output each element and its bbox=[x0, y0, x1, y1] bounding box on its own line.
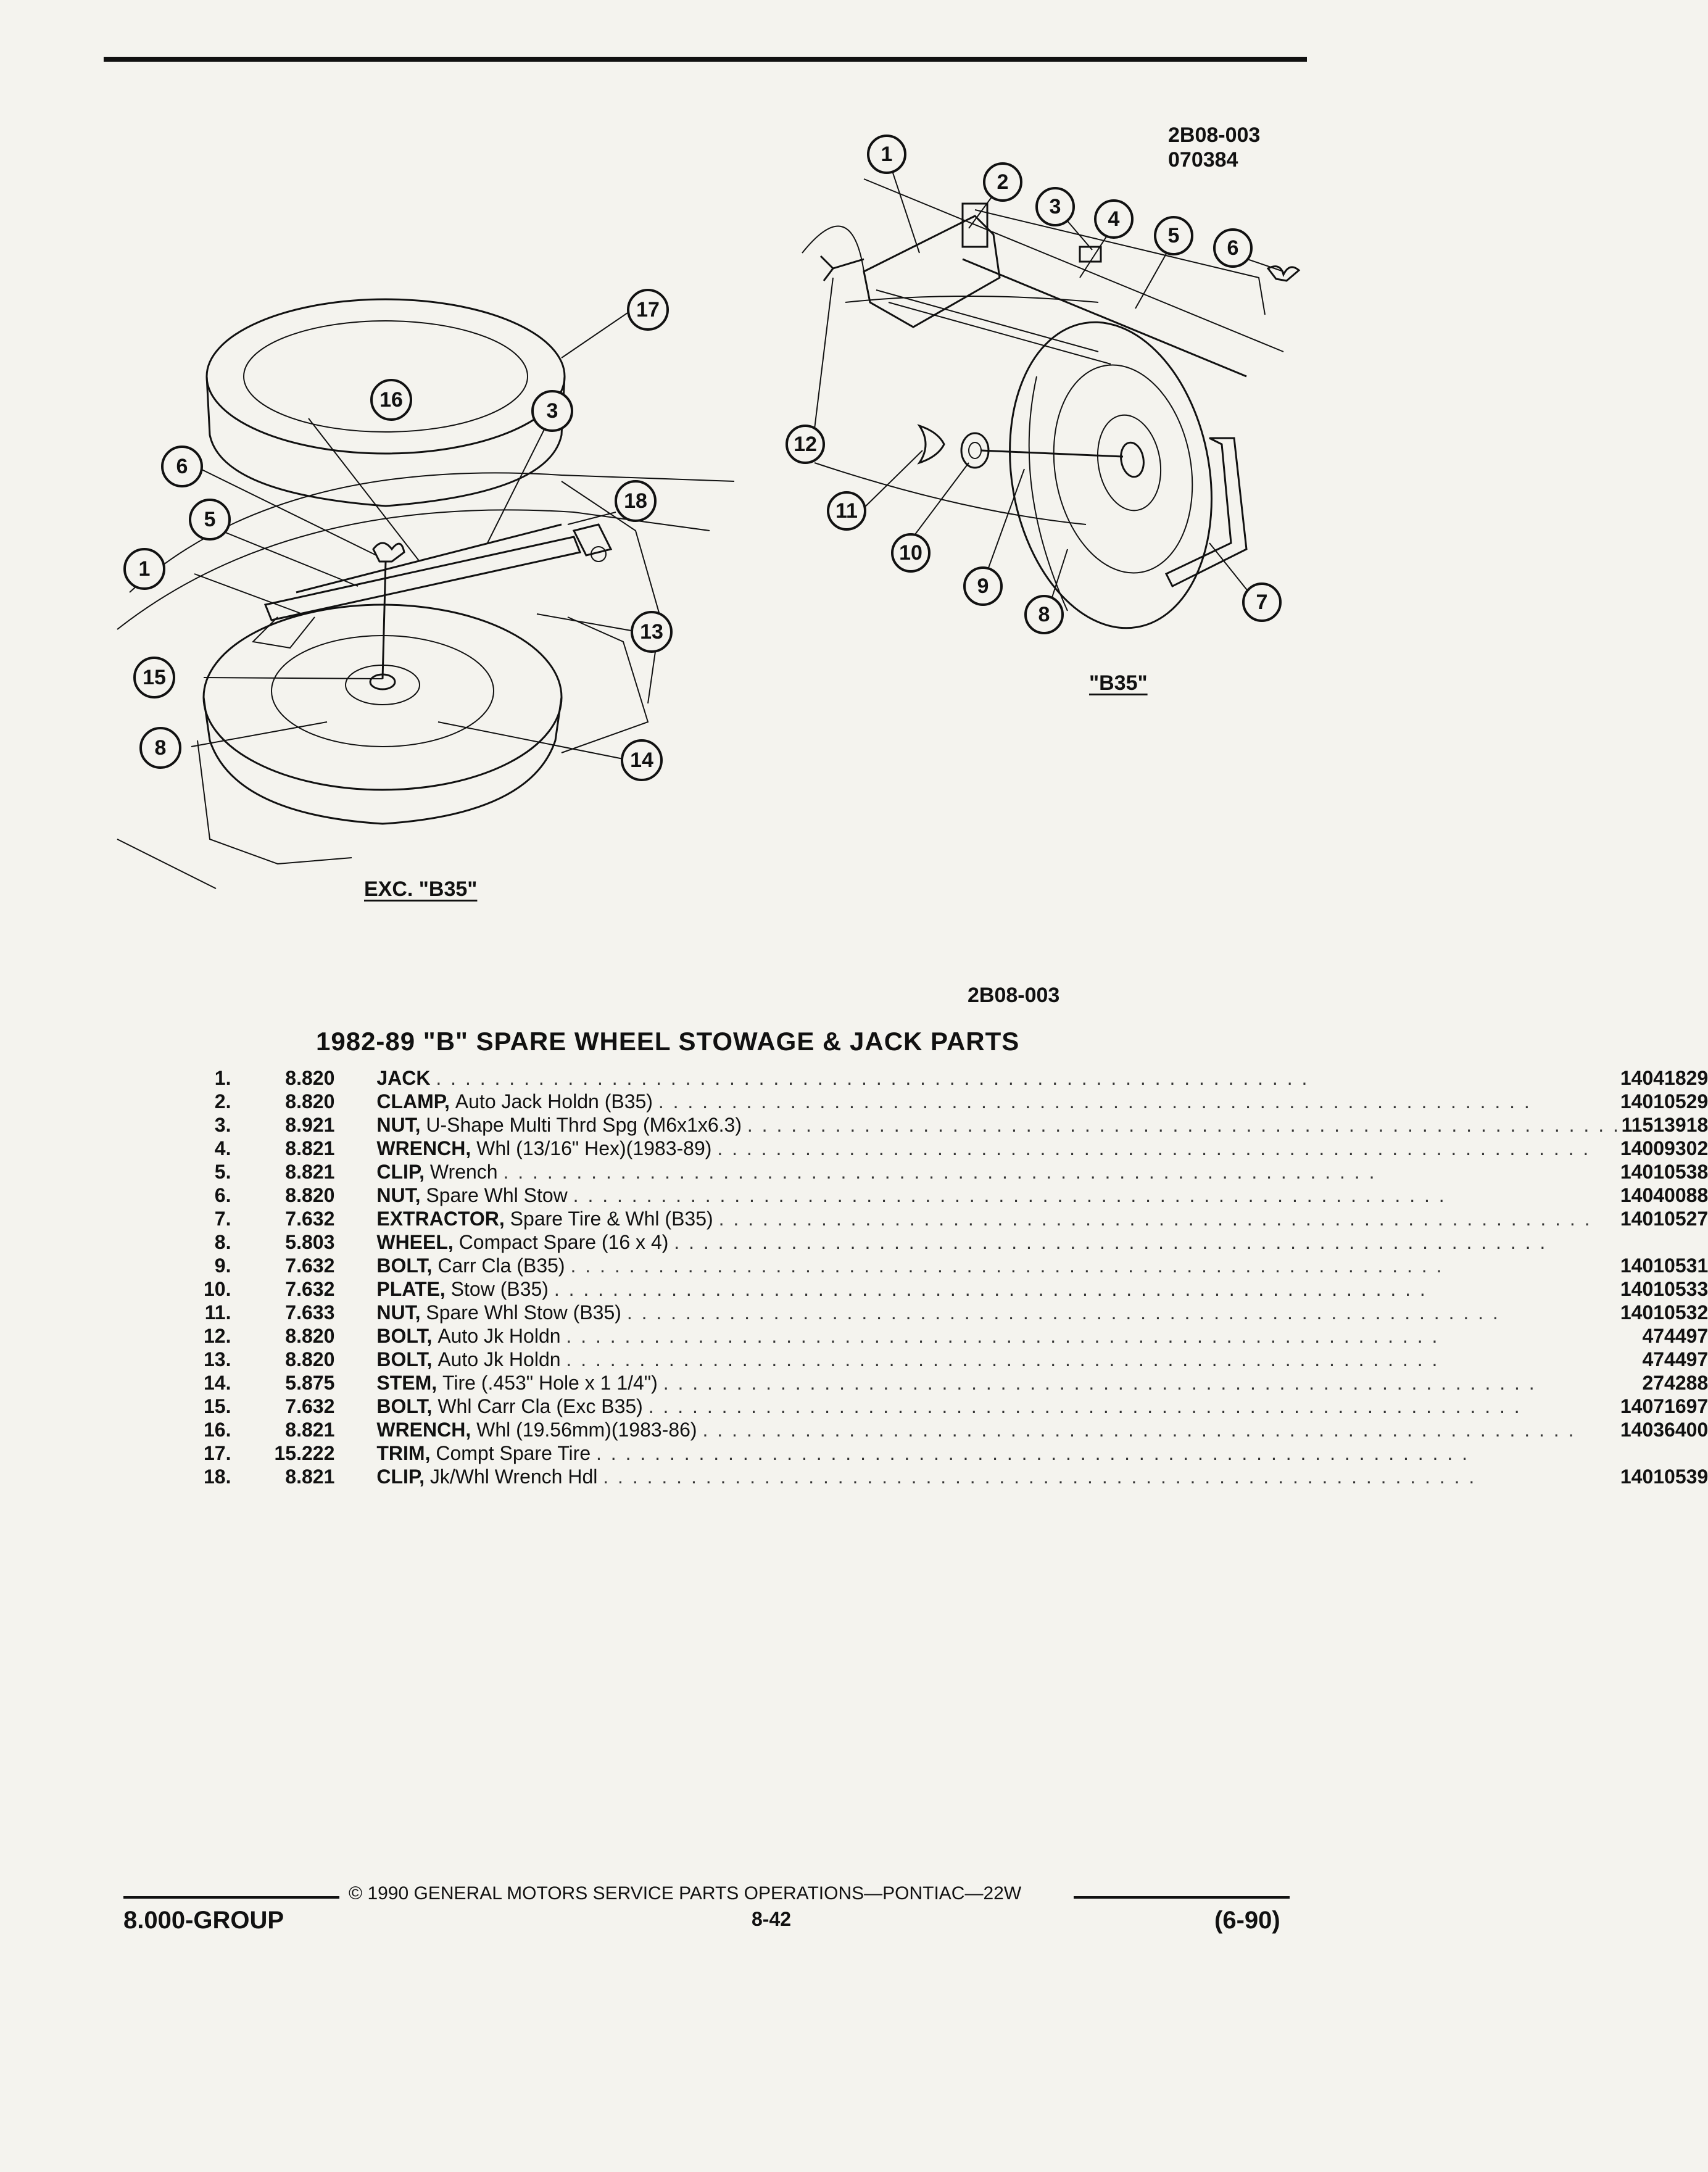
callout-14 bbox=[622, 740, 661, 780]
part-number: 14010539 bbox=[1620, 1465, 1708, 1488]
part-detail: Whl (19.56mm)(1983-86) bbox=[476, 1419, 697, 1441]
item-number: 18. bbox=[204, 1465, 231, 1488]
part-detail: Spare Tire & Whl (B35) bbox=[510, 1208, 713, 1230]
part-name: WRENCH, bbox=[376, 1137, 471, 1159]
callout-16 bbox=[371, 380, 411, 420]
table-row bbox=[204, 1395, 1708, 1418]
callout-5-b35 bbox=[1155, 217, 1192, 254]
svg-text:8: 8 bbox=[1038, 603, 1050, 626]
item-number: 11. bbox=[204, 1301, 231, 1324]
item-number: 7. bbox=[214, 1208, 231, 1230]
part-description bbox=[376, 1465, 1620, 1488]
illustration-b35 bbox=[777, 117, 1327, 660]
group-number: 5.875 bbox=[285, 1372, 335, 1394]
part-name: BOLT, bbox=[376, 1395, 433, 1417]
svg-text:5: 5 bbox=[204, 508, 216, 531]
part-detail: Tire (.453" Hole x 1 1/4") bbox=[442, 1372, 658, 1394]
leader-dots: . . . . . . . . . . . . . . . . . . . . . . . . . . . . . . . . . . . . . . . . . . . . . . . . . . . . . . . . . . . . bbox=[566, 1348, 1440, 1370]
figure-ref-2: 070384 bbox=[1168, 148, 1238, 172]
part-detail: Compact Spare (16 x 4) bbox=[458, 1231, 669, 1253]
callout-8-b35 bbox=[1026, 596, 1063, 633]
svg-text:2: 2 bbox=[997, 170, 1009, 194]
table-row bbox=[204, 1183, 1708, 1207]
part-number bbox=[1620, 1441, 1708, 1465]
leader-dots: . . . . . . . . . . . . . . . . . . . . . . . . . . . . . . . . . . . . . . . . . . . . . . . . . . . . . . . . . . . . bbox=[436, 1067, 1309, 1089]
part-number: 14071697 bbox=[1620, 1395, 1708, 1417]
part-name: CLIP, bbox=[376, 1161, 425, 1183]
group-number: 8.820 bbox=[285, 1325, 335, 1347]
group-number: 7.632 bbox=[285, 1278, 335, 1300]
part-description bbox=[376, 1418, 1620, 1441]
table-row bbox=[204, 1348, 1708, 1371]
table-row bbox=[204, 1137, 1708, 1160]
parts-table bbox=[204, 1066, 1708, 1488]
group-number: 8.921 bbox=[285, 1114, 335, 1136]
part-name: PLATE, bbox=[376, 1278, 446, 1300]
part-name: STEM, bbox=[376, 1372, 437, 1394]
svg-text:9: 9 bbox=[977, 574, 989, 598]
part-description bbox=[376, 1160, 1620, 1183]
view-label-exc-b35: EXC. "B35" bbox=[364, 877, 478, 901]
table-row bbox=[204, 1277, 1708, 1301]
callout-7-b35 bbox=[1243, 584, 1280, 621]
item-number: 9. bbox=[214, 1254, 231, 1277]
item-number: 15. bbox=[204, 1395, 231, 1417]
svg-text:1: 1 bbox=[138, 557, 151, 581]
group-number: 8.820 bbox=[285, 1184, 335, 1206]
part-name: CLIP, bbox=[376, 1465, 425, 1488]
leader-dots: . . . . . . . . . . . . . . . . . . . . . . . . . . . . . . . . . . . . . . . . . . . . . . . . . . . . . . . . . . . . bbox=[747, 1114, 1620, 1136]
part-name: NUT, bbox=[376, 1114, 421, 1136]
group-number: 8.820 bbox=[285, 1090, 335, 1113]
callout-18 bbox=[616, 481, 655, 521]
footer-rule-left bbox=[123, 1896, 339, 1899]
svg-text:18: 18 bbox=[624, 489, 647, 513]
group-number: 8.821 bbox=[285, 1465, 335, 1488]
part-description bbox=[376, 1395, 1620, 1418]
callout-10-b35 bbox=[892, 534, 929, 571]
part-name: NUT, bbox=[376, 1184, 421, 1206]
callout-4-b35 bbox=[1095, 201, 1132, 238]
item-number: 2. bbox=[214, 1090, 231, 1113]
group-number: 7.632 bbox=[285, 1208, 335, 1230]
group-number: 8.821 bbox=[285, 1161, 335, 1183]
part-number: 14010527 bbox=[1620, 1208, 1708, 1230]
group-number: 7.633 bbox=[285, 1301, 335, 1324]
item-number: 4. bbox=[214, 1137, 231, 1159]
svg-text:3: 3 bbox=[1049, 195, 1061, 218]
item-number: 6. bbox=[214, 1184, 231, 1206]
svg-text:3: 3 bbox=[546, 399, 558, 423]
part-description bbox=[376, 1090, 1620, 1113]
part-number: 474497 bbox=[1642, 1325, 1708, 1347]
svg-text:1: 1 bbox=[881, 143, 893, 166]
part-detail: Jk/Whl Wrench Hdl bbox=[429, 1465, 598, 1488]
callout-5 bbox=[190, 500, 230, 539]
svg-text:12: 12 bbox=[794, 433, 817, 456]
svg-text:16: 16 bbox=[379, 388, 403, 412]
figure-ref-1: 2B08-003 bbox=[1168, 123, 1261, 147]
callout-3 bbox=[533, 391, 572, 431]
part-name: BOLT, bbox=[376, 1254, 433, 1277]
footer-group: 8.000-GROUP bbox=[123, 1907, 284, 1934]
footer-rule-right bbox=[1074, 1896, 1290, 1899]
part-description bbox=[376, 1441, 1620, 1465]
part-number: 14010532 bbox=[1620, 1301, 1708, 1324]
part-name: JACK bbox=[376, 1067, 431, 1089]
callout-8 bbox=[141, 728, 180, 768]
view-label-b35: "B35" bbox=[1089, 671, 1148, 695]
table-row bbox=[204, 1066, 1708, 1090]
table-row bbox=[204, 1324, 1708, 1348]
item-number: 14. bbox=[204, 1372, 231, 1394]
item-number: 10. bbox=[204, 1278, 231, 1300]
part-detail: Auto Jk Holdn bbox=[437, 1348, 561, 1370]
group-number: 8.820 bbox=[285, 1067, 335, 1089]
table-ref: 2B08-003 bbox=[968, 984, 1060, 1007]
leader-dots: . . . . . . . . . . . . . . . . . . . . . . . . . . . . . . . . . . . . . . . . . . . . . . . . . . . . . . . . . . . . bbox=[626, 1301, 1500, 1324]
part-detail: Stow (B35) bbox=[450, 1278, 549, 1300]
page-title: 1982-89 "B" SPARE WHEEL STOWAGE & JACK PARTS bbox=[316, 1027, 1020, 1056]
part-detail: Auto Jack Holdn (B35) bbox=[455, 1090, 653, 1113]
part-description bbox=[376, 1113, 1620, 1137]
footer-copyright: © 1990 GENERAL MOTORS SERVICE PARTS OPERATIONS—PONTIAC—22W bbox=[349, 1883, 1022, 1904]
part-name: BOLT, bbox=[376, 1325, 433, 1347]
svg-text:6: 6 bbox=[176, 455, 188, 478]
svg-text:14: 14 bbox=[630, 748, 653, 772]
part-description bbox=[376, 1277, 1620, 1301]
illustration-exc-b35 bbox=[93, 272, 802, 889]
leader-dots: . . . . . . . . . . . . . . . . . . . . . . . . . . . . . . . . . . . . . . . . . . . . . . . . . . . . . . . . . . . . bbox=[648, 1395, 1522, 1417]
footer-date: (6-90) bbox=[1214, 1907, 1280, 1934]
item-number: 12. bbox=[204, 1325, 231, 1347]
table-row bbox=[204, 1230, 1708, 1254]
svg-text:15: 15 bbox=[143, 666, 166, 689]
leader-dots: . . . . . . . . . . . . . . . . . . . . . . . . . . . . . . . . . . . . . . . . . . . . . . . . . . . . . . . . . . . . bbox=[503, 1161, 1377, 1183]
group-number: 5.803 bbox=[285, 1231, 335, 1253]
table-row bbox=[204, 1113, 1708, 1137]
part-description bbox=[376, 1254, 1620, 1277]
group-number: 7.632 bbox=[285, 1395, 335, 1417]
callout-12-b35 bbox=[787, 426, 824, 463]
group-number: 8.820 bbox=[285, 1348, 335, 1370]
leader-dots: . . . . . . . . . . . . . . . . . . . . . . . . . . . . . . . . . . . . . . . . . . . . . . . . . . . . . . . . . . . . bbox=[553, 1278, 1427, 1300]
top-rule bbox=[104, 57, 1307, 62]
part-number: 14009302 bbox=[1620, 1137, 1708, 1159]
part-description bbox=[376, 1348, 1620, 1371]
item-number: 16. bbox=[204, 1419, 231, 1441]
svg-text:4: 4 bbox=[1108, 207, 1120, 231]
part-description bbox=[376, 1207, 1620, 1230]
group-number: 15.222 bbox=[274, 1442, 335, 1464]
part-number: 474497 bbox=[1642, 1348, 1708, 1370]
leader-dots: . . . . . . . . . . . . . . . . . . . . . . . . . . . . . . . . . . . . . . . . . . . . . . . . . . . . . . . . . . . . bbox=[663, 1372, 1536, 1394]
part-number: 14010529 bbox=[1620, 1090, 1708, 1113]
part-detail: Auto Jk Holdn bbox=[437, 1325, 561, 1347]
group-number: 8.821 bbox=[285, 1137, 335, 1159]
part-description bbox=[376, 1183, 1620, 1207]
part-name: TRIM, bbox=[376, 1442, 431, 1464]
part-description bbox=[376, 1324, 1620, 1348]
leader-dots: . . . . . . . . . . . . . . . . . . . . . . . . . . . . . . . . . . . . . . . . . . . . . . . . . . . . . . . . . . . . bbox=[674, 1231, 1548, 1253]
leader-dots: . . . . . . . . . . . . . . . . . . . . . . . . . . . . . . . . . . . . . . . . . . . . . . . . . . . . . . . . . . . . bbox=[566, 1325, 1440, 1347]
callout-1-b35 bbox=[868, 136, 905, 173]
callout-15 bbox=[135, 658, 174, 697]
svg-text:7: 7 bbox=[1256, 591, 1268, 614]
leader-dots: . . . . . . . . . . . . . . . . . . . . . . . . . . . . . . . . . . . . . . . . . . . . . . . . . . . . . . . . . . . . bbox=[702, 1419, 1576, 1441]
leader-dots: . . . . . . . . . . . . . . . . . . . . . . . . . . . . . . . . . . . . . . . . . . . . . . . . . . . . . . . . . . . . bbox=[596, 1442, 1469, 1464]
callout-1 bbox=[125, 549, 164, 589]
part-number: 14036400 bbox=[1620, 1419, 1708, 1441]
leader-dots: . . . . . . . . . . . . . . . . . . . . . . . . . . . . . . . . . . . . . . . . . . . . . . . . . . . . . . . . . . . . bbox=[570, 1254, 1444, 1277]
callout-3-b35 bbox=[1037, 188, 1074, 225]
part-number: 14010533 bbox=[1620, 1278, 1708, 1300]
table-row bbox=[204, 1418, 1708, 1441]
item-number: 17. bbox=[204, 1442, 231, 1464]
part-description bbox=[376, 1137, 1620, 1160]
callout-17 bbox=[628, 290, 668, 330]
callout-13 bbox=[632, 612, 671, 652]
leader-dots: . . . . . . . . . . . . . . . . . . . . . . . . . . . . . . . . . . . . . . . . . . . . . . . . . . . . . . . . . . . . bbox=[658, 1090, 1532, 1113]
group-number: 8.821 bbox=[285, 1419, 335, 1441]
part-description bbox=[376, 1371, 1620, 1395]
svg-text:10: 10 bbox=[899, 541, 922, 565]
part-number bbox=[1620, 1230, 1708, 1254]
part-description bbox=[376, 1230, 1620, 1254]
part-description bbox=[376, 1301, 1620, 1324]
part-name: WHEEL, bbox=[376, 1231, 454, 1253]
table-row bbox=[204, 1090, 1708, 1113]
part-detail: Whl (13/16" Hex)(1983-89) bbox=[476, 1137, 712, 1159]
table-row bbox=[204, 1441, 1708, 1465]
table-row bbox=[204, 1371, 1708, 1395]
part-number: 11513918 bbox=[1621, 1114, 1708, 1136]
table-row bbox=[204, 1254, 1708, 1277]
callout-9-b35 bbox=[964, 568, 1001, 605]
item-number: 3. bbox=[214, 1114, 231, 1136]
svg-text:5: 5 bbox=[1167, 224, 1180, 247]
part-number: 274288 bbox=[1642, 1372, 1708, 1394]
part-number: 14010531 bbox=[1620, 1254, 1708, 1277]
svg-text:17: 17 bbox=[636, 298, 660, 321]
part-number: 14040088 bbox=[1620, 1184, 1708, 1206]
part-name: NUT, bbox=[376, 1301, 421, 1324]
part-detail: Carr Cla (B35) bbox=[437, 1254, 565, 1277]
part-detail: Spare Whl Stow bbox=[426, 1184, 568, 1206]
part-number: 14010538 bbox=[1620, 1161, 1708, 1183]
callout-2-b35 bbox=[984, 164, 1021, 201]
part-number: 14041829 bbox=[1620, 1067, 1708, 1089]
group-number: 7.632 bbox=[285, 1254, 335, 1277]
table-row bbox=[204, 1207, 1708, 1230]
table-row bbox=[204, 1301, 1708, 1324]
part-name: WRENCH, bbox=[376, 1419, 471, 1441]
part-detail: Spare Whl Stow (B35) bbox=[426, 1301, 621, 1324]
svg-text:11: 11 bbox=[835, 499, 858, 523]
item-number: 13. bbox=[204, 1348, 231, 1370]
part-name: CLAMP, bbox=[376, 1090, 450, 1113]
svg-text:8: 8 bbox=[154, 736, 167, 760]
callout-6 bbox=[162, 447, 202, 486]
part-detail: Wrench bbox=[429, 1161, 498, 1183]
item-number: 8. bbox=[214, 1231, 231, 1253]
part-detail: Compt Spare Tire bbox=[436, 1442, 591, 1464]
part-name: BOLT, bbox=[376, 1348, 433, 1370]
svg-text:6: 6 bbox=[1227, 236, 1239, 260]
part-name: EXTRACTOR, bbox=[376, 1208, 505, 1230]
page-number: 8-42 bbox=[752, 1908, 792, 1930]
svg-text:13: 13 bbox=[640, 620, 663, 644]
callout-11-b35 bbox=[828, 492, 865, 529]
part-detail: U-Shape Multi Thrd Spg (M6x1x6.3) bbox=[426, 1114, 742, 1136]
part-description bbox=[376, 1066, 1620, 1090]
item-number: 5. bbox=[214, 1161, 231, 1183]
item-number: 1. bbox=[214, 1067, 231, 1089]
table-row bbox=[204, 1465, 1708, 1488]
leader-dots: . . . . . . . . . . . . . . . . . . . . . . . . . . . . . . . . . . . . . . . . . . . . . . . . . . . . . . . . . . . . bbox=[603, 1465, 1477, 1488]
leader-dots: . . . . . . . . . . . . . . . . . . . . . . . . . . . . . . . . . . . . . . . . . . . . . . . . . . . . . . . . . . . . bbox=[718, 1208, 1592, 1230]
leader-dots: . . . . . . . . . . . . . . . . . . . . . . . . . . . . . . . . . . . . . . . . . . . . . . . . . . . . . . . . . . . . bbox=[717, 1137, 1591, 1159]
leader-dots: . . . . . . . . . . . . . . . . . . . . . . . . . . . . . . . . . . . . . . . . . . . . . . . . . . . . . . . . . . . . bbox=[573, 1184, 1446, 1206]
table-row bbox=[204, 1160, 1708, 1183]
part-detail: Whl Carr Cla (Exc B35) bbox=[437, 1395, 643, 1417]
callout-6-b35 bbox=[1214, 230, 1251, 267]
